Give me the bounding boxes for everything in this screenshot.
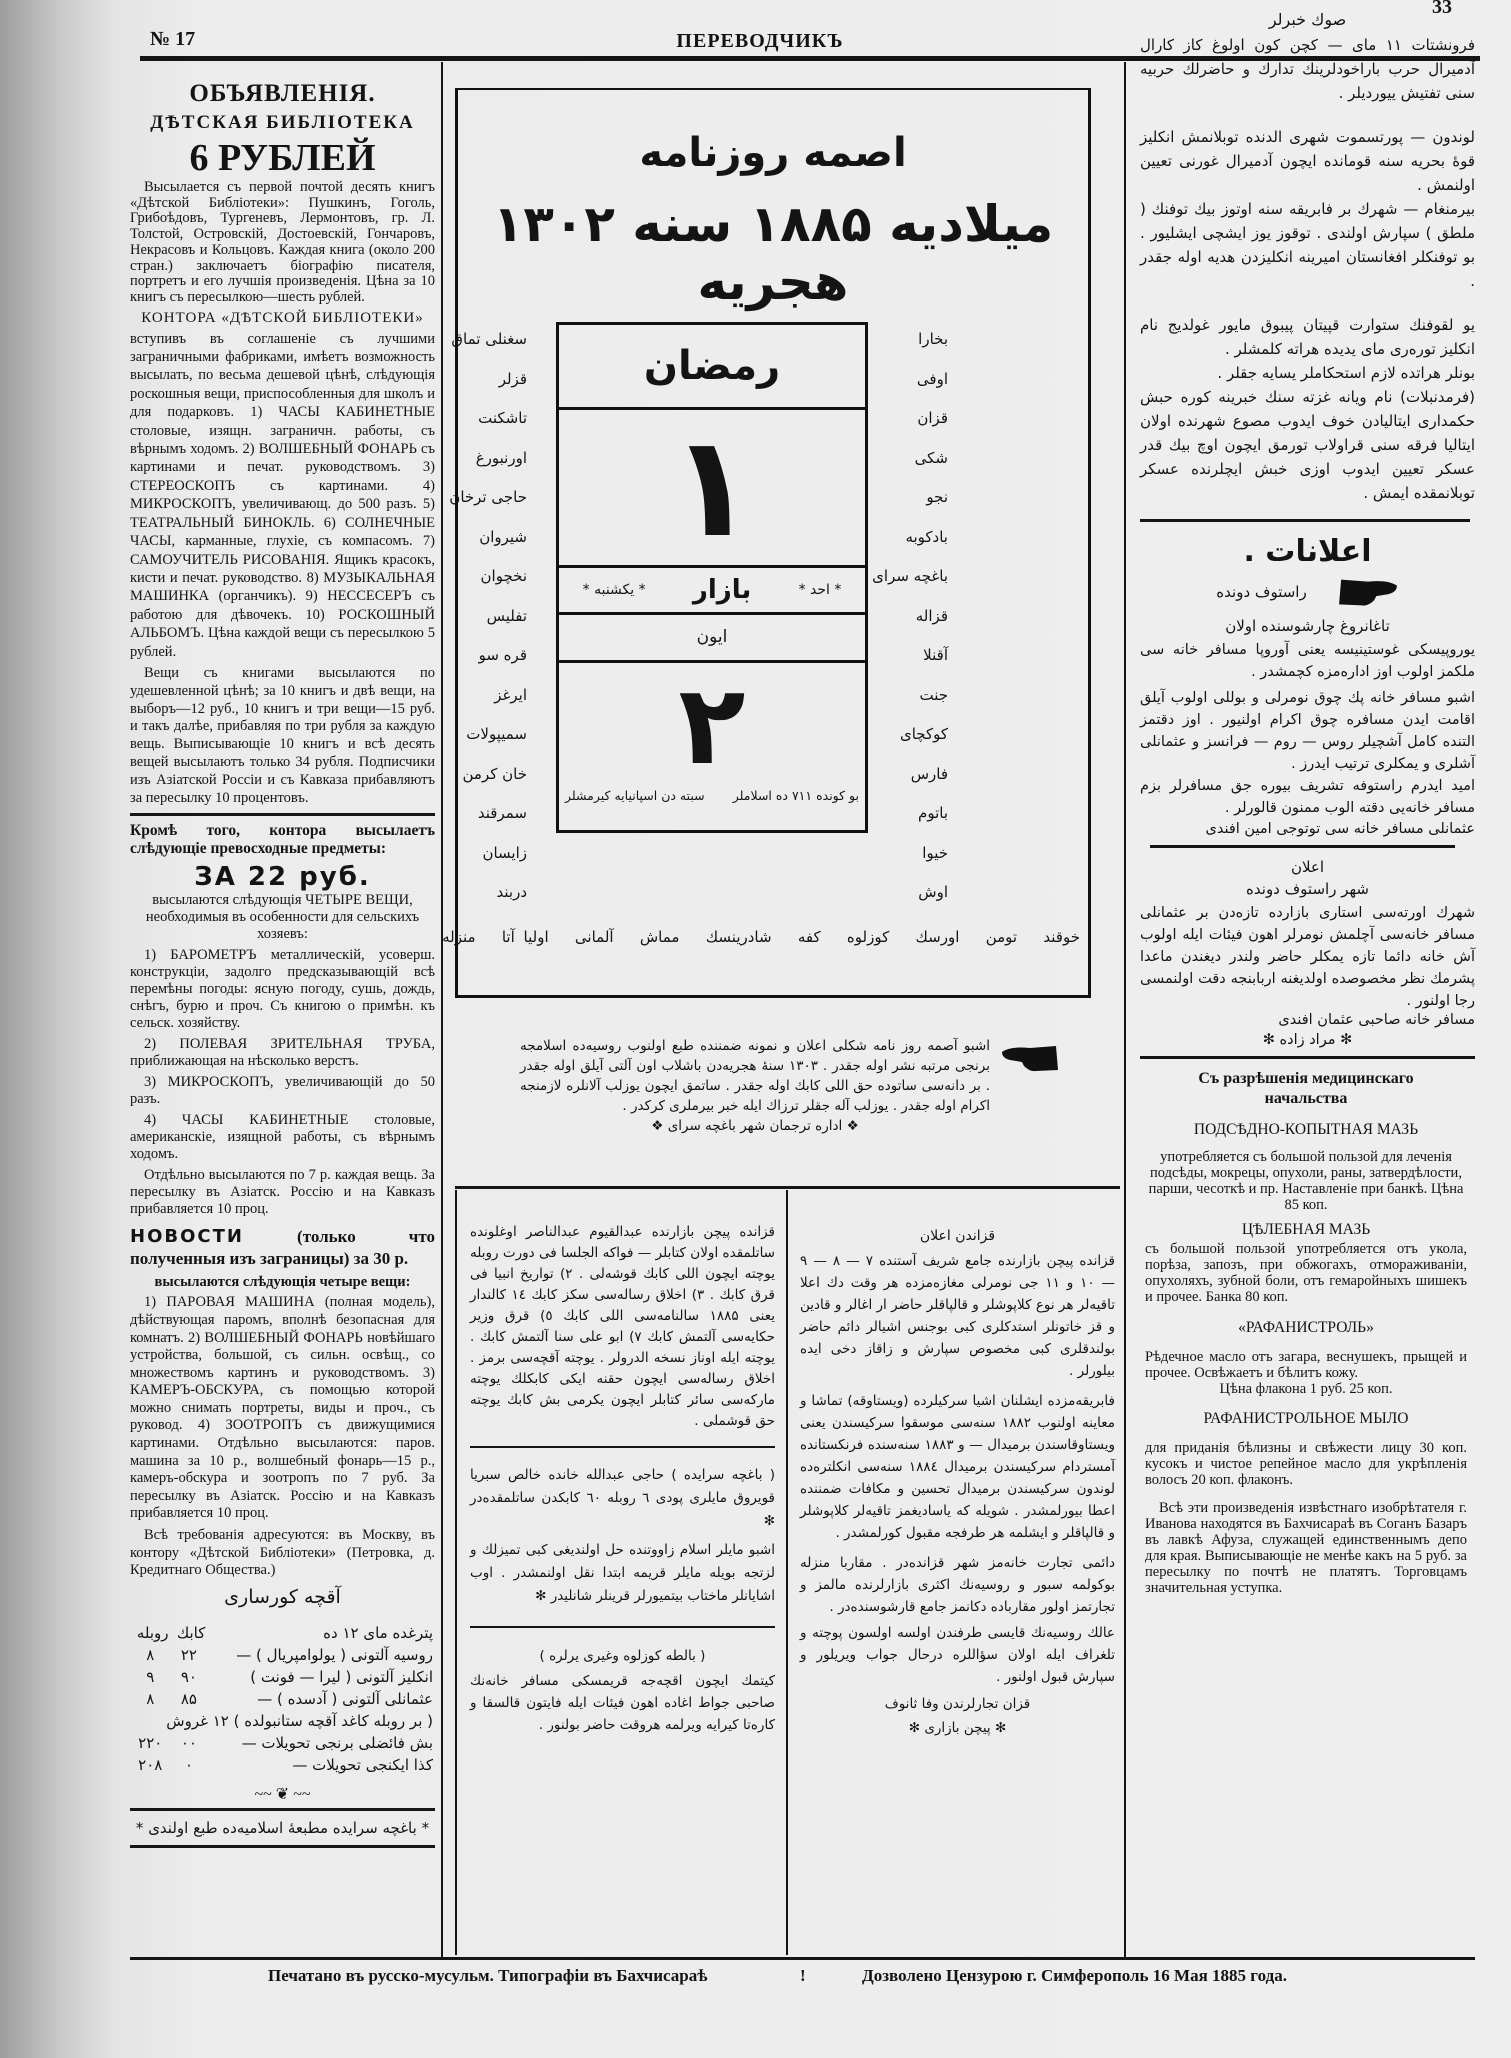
city-name: جنت — [919, 685, 948, 704]
city-name: اوفی — [916, 369, 948, 388]
item-2: 2) ПОЛЕВАЯ ЗРИТЕЛЬНАЯ ТРУБА, приближающая на нѣсколько верстъ. — [130, 1036, 435, 1070]
news-offer-rest: (только что полученныя изъ заграницы) за 30 р. — [130, 1227, 435, 1269]
city-name: شیروان — [479, 527, 527, 546]
city-name: باتوم — [918, 804, 948, 822]
ad1-city-row — [1140, 575, 1475, 609]
issue-number: № 17 — [150, 28, 196, 50]
rafanistrol-title: «РАФАНИСТРОЛЬ» — [1238, 1319, 1374, 1336]
imprint-rule — [130, 1808, 435, 1811]
city-bottom-row: خوقند تومن اورسك کوزلوه کفه شادرینسك مماش آلمانی اولیا آتا منزله — [442, 928, 1080, 946]
left-column — [130, 80, 435, 1848]
carriage-ad: کیتمك ایچون اقچه‌جه قریمسکی مسافر خانه‌نك صاحبی جواط اغاده اهون فیئات ایله فایتون قالسقا و کاره‌تا کیرایه ویرلمه هروقت حاضر بولنور . — [470, 1673, 775, 1733]
city-name: نخچوان — [480, 567, 527, 585]
books-ad: قزانده پیچن بازارنده عبدالقیوم عبدالناصر اوغلونده ساتلمقده اولان کتابلر — فواکه الجلسا فی دورت روبله یوچته ایچون اللی کابك قوشه‌لی . ۲) تواریخ انبیا فی قرق کابك . ۳) اخلاق رساله‌سی سکز کابك ۱٤ کالندار یعنی ۱۸۸۵ سالنامه‌سی اللی کابك ٥) قرق وزیر حکایه‌سی آلتمش کابك ۷) ابو علی سنا آلتمش کابك . یوچته ایله اوناز نسخه الدرولر . یوچته آقچه‌سی برمز . اخلاق رساله‌سی ایچون حقنه ایکی کابکلك یوچته مارکه‌سی سائر کتابلر ایچون یکرمی بش کابك یوچته حق قوشملی . — [470, 1224, 776, 1429]
city-name: قزان — [917, 409, 948, 427]
currency-row — [130, 1688, 435, 1710]
shipping-text: Отдѣльно высылаются по 7 р. каждая вещь. За пересылку въ Азіатск. Россію и на Кавказъ прибавляется 10 проц. — [130, 1167, 435, 1218]
rule — [470, 1626, 775, 1628]
kazan-ad-p1: قزانده پیچن بازارنده جامع شریف آستنده ۷ — ۸ — ۹ — ۱۰ و ۱۱ جی نومرلی مغازه‌مزده هر وقت دك اعلا تاقیه‌لر هر نوع کلاپوشلر و قالپاقلر حاضر ار اغالر و قادین و قز خاتونلر استدکلری کبی بوجنس اشیالر دائم حاضر بولندقلری کبی مخصوص سپارش و زاقاز دخی ایده بیلورلر . — [800, 1253, 1116, 1379]
kazan-ad-p4: عالك روسیه‌نك قایسی طرفندن اولسه اولسون پوچته و تلغراف ایله اولان سؤاللره درحال جواب ویریلور و سپارش قبول اولنور . — [800, 1625, 1115, 1685]
pointing-hand-icon — [1000, 1042, 1060, 1074]
imprint: * باغچه سرایده مطبعهٔ اسلامیه‌ده طبع اولندی * — [135, 1818, 430, 1837]
currency-label: انکلیز آلتونی ( لیرا — فونت ) — [250, 1667, 433, 1686]
right-column — [1140, 10, 1475, 1600]
currency-row — [130, 1644, 435, 1666]
right-column-divider — [1124, 62, 1126, 1957]
footer-censorship: Дозволено Цензурою г. Симферополь 16 Мая 1885 года. — [862, 1966, 1287, 1985]
kazan-ad-signature: قزان تجارلرندن وفا ثانوف — [884, 1696, 1031, 1712]
event-note-right: بو کونده ۷۱۱ ده اسلاملر — [732, 788, 859, 803]
medical-rule — [1140, 1056, 1475, 1059]
news-offer-heading — [130, 1226, 435, 1270]
ad2-text: شهرك اورته‌سی استاری بازارده تازه‌دن بر عثمانلی مسافر خانه‌سی آچلمش نومرلر اهون فیئات ایله اولوب آش خانه دائما تازه یمکلر حاضر ولندر دیغندن ماعدا پشرمك نظر مخصوصده اولدیغنه اربابنجه دقت اولنمسی رجا اولنور . — [1140, 905, 1475, 1009]
city-name: سمرقند — [477, 804, 527, 822]
lower-left-edge — [455, 1190, 457, 1955]
news-item: بونلر هراتده لازم استحکاملر یسایه جقلر . — [1217, 364, 1475, 382]
extra-heading: Кромѣ того, контора высылаетъ слѣдующіе превосходные предметы: — [130, 822, 435, 858]
ornament: ~~ ❦ ~~ — [254, 1785, 311, 1803]
ad1-text: امید ایدرم راستوفه تشریف بیوره جق مسافرلر بزم مسافر خانه‌یی دقته الوب ممنون قالورلر . — [1140, 778, 1475, 816]
pointing-hand-icon — [1337, 575, 1399, 609]
item-1: 1) БАРОМЕТРЪ металлическій, усоверш. конструкціи, задолго предсказывающій всѣ перемѣны погоды: ясную погоду, сушь, дождь, снѣгъ, бурю и проч. Съ книгою о примѣн. къ сельск. хозяйству. — [130, 947, 435, 1032]
ads-title: اعلانات . — [1243, 534, 1372, 569]
library-text: Высылается съ первой почтой десять книгъ «Дѣтской Библіотеки»: Пушкинъ, Гоголь, Грибоѣдовъ, Тургеневъ, Лермонтовъ, гр. Л. Толстой, Островскій, Достоевскій, Гончаровъ, Некрасовъ и Кольцовъ. Каждая книга (около 200 стран.) заключаетъ біографію писателя, портретъ и его лучшія произведенія. Цѣна за 10 книгъ съ пересылкою—шесть рублей. — [130, 179, 435, 305]
pricing-text: Вещи съ книгами высылаются по удешевленной цѣнѣ; за 10 книгъ и двѣ вещи, на выборъ—12 руб., 10 книгъ и три вещи—15 руб. и такъ далѣе, прибавляя по три рубля за каждую вещь. Выписывающіе 10 книгъ и всѣ десять вещей высылаютъ только 34 рубля. Подписчики изъ Азіатской Россіи и съ Кавказа прибавляютъ за пересылку 10 процентовъ. — [130, 664, 435, 806]
ad1-subtitle: تاغانروغ چارشوسنده اولان — [1225, 617, 1390, 635]
currency-label: روسیه آلتونی ( یولوامپریال ) — — [236, 1645, 433, 1664]
calendar-year-line: میلادیه ۱۸۸۵ سنه ۱۳۰۲ هجریه — [492, 195, 1054, 311]
lower-left-column — [470, 1222, 775, 1736]
currency-kopek: ۰ — [184, 1755, 193, 1774]
currency-row — [130, 1666, 435, 1688]
currency-ruble: ۸ — [146, 1645, 155, 1664]
price-22-heading: ЗА 22 руб. — [194, 862, 371, 893]
currency-kopek: ۲۲ — [180, 1645, 197, 1664]
currency-label: بش فائضلی برنجی تحویلات — — [241, 1733, 433, 1752]
city-name: باغچه سرای — [872, 567, 948, 585]
calendar-notice-block — [520, 1036, 990, 1136]
soap-title: РАФАНИСТРОЛЬНОЕ МЫЛО — [1203, 1410, 1409, 1427]
currency-row — [130, 1754, 435, 1776]
medical-ads — [1140, 1069, 1475, 1596]
city-name: اوش — [918, 883, 948, 901]
ointment-text: употребляется съ большой пользой для леченія подсѣды, мокрецы, опухоли, раны, затвердѣлости, парши, чесоткѣ и пр. Наставленіе при банкѣ. Цѣна 85 коп. — [1148, 1149, 1464, 1213]
currency-label: کذا ایکنجی تحویلات — — [292, 1755, 433, 1774]
city-name: حاجی ترخان — [449, 488, 527, 506]
city-name: تاشکنت — [478, 409, 527, 427]
city-name: آقنلا — [923, 646, 948, 664]
currency-date: پترغده مای ۱۲ ده — [323, 1623, 433, 1642]
ointment-title: ПОДСѢДНО-КОПЫТНАЯ МАЗЬ — [1193, 1121, 1419, 1138]
footer-rule — [130, 1957, 1475, 1960]
hijri-month-row — [559, 325, 865, 410]
ad2-signature: مسافر خانه صاحبی عثمان افندی — [1278, 1012, 1475, 1028]
currency-row — [130, 1710, 435, 1732]
announcements-heading: ОБЪЯВЛЕНІЯ. — [189, 80, 376, 107]
ad2-signature-2: ✻ مراد زاده ✻ — [1262, 1032, 1353, 1048]
currency-ruble: ۹ — [146, 1667, 155, 1686]
rule — [1150, 845, 1455, 848]
ad1-text: اشبو مسافر خانه پك چوق نومرلی و بوللی اولوب آیلق اقامت ایدن مسافره چوق اکرام اولنیور . اوز دقتمز التنده کامل آشچیلر روس — روم — فرانسز و عثمانلی آشلری و یمکلری ترتیب ایدرز . — [1140, 690, 1475, 772]
lower-column-divider — [786, 1190, 788, 1955]
kazan-ad-p3: دائمی تجارت خانه‌مز شهر قزانده‌در . مقاربا منزله بوکولمه سبور و روسیه‌نك اکثری بازارلرنده مالمز و تجارتمز اولور مقارباده دکانمز جامع قارشوسنده‌در . — [800, 1555, 1115, 1615]
news-items-text: 1) ПАРОВАЯ МАШИНА (полная модель), дѣйствующая паромъ, вполнѣ безопасная для комнатъ. 2) ВОЛШЕБНЫЙ ФОНАРЬ новѣйшаго устройства, большой, съ сильн. освѣщ., со множествомъ картинъ и руководствомъ. 3) КАМЕРЪ-ОБСКУРА, съ помощью которой можно снимать портреты, виды и проч., съ руковод. 4) ЗООТРОПЪ съ движущимися картинами. Отдѣльно высылаются: паров. машина за 10 р., волшебный фонарь—15 р., камеръ-обскура и зоотропъ по 7 руб. За пересылку въ Азіатск. Россію и на Кавказъ прибавляется 10 проц. — [130, 1294, 435, 1522]
greg-month: ایون — [696, 627, 728, 647]
news-item: بیرمنغام — شهرك بر فابریقه سنه اوتوز بیك توفنك ( ملطق ) سپارش اولندی . توقوز یوز ایشچی ایشلیور . بو توفنکلر افغانستان امیرینه انکلیزدن هدیه اوله جقدر . — [1140, 200, 1475, 290]
price-heading: 6 РУБЛЕЙ — [189, 137, 376, 179]
city-name: شکی — [914, 448, 948, 467]
city-name: خیوا — [922, 843, 948, 862]
kazan-ad-title: قزاندن اعلان — [919, 1228, 996, 1244]
city-name: قزلر — [498, 369, 527, 388]
currency-title: آقچه کورساری — [224, 1585, 341, 1608]
event-notes — [559, 788, 865, 803]
weekday-arabic: * احد * — [798, 582, 842, 598]
currency-note: ( بر روبله کاغد آقچه ستانبولده ) ۱۲ غروش — [166, 1711, 433, 1730]
currency-ruble: ۲۰۸ — [138, 1755, 163, 1774]
city-name: فارس — [910, 764, 948, 783]
kazan-ad-p2: فابریقه‌مزده ایشلنان اشیا سرکیلرده (ویستاوقه) تماشا و معاینه اولنوب ۱۸۸۲ سنه‌سی موسقوا سرکیسندن یعنی ویستاوقاسندن برمیدال — و ۱۸۸۳ سنه‌سنده فرنکستانده آمستردام سرکیسندن برمیدال ۱۸۸٤ سنه‌سی انکلتره‌ده لوندون سرکیسندن برمیدال تحسین و مکافات ضمننده اعطا بیورلمشدر . شویله که یاسادیغمز تاقیه‌لر کلاپوشلر و قالپاقلر و ایشلمه هر طرفجه مقبول کورلمشدر . — [800, 1393, 1115, 1541]
city-name: سمیپولات — [466, 725, 527, 743]
rafanistrol-text: Рѣдечное масло отъ загара, веснушекъ, прыщей и прочее. Освѣжаетъ и бѣлитъ кожу. — [1145, 1349, 1467, 1381]
page-number: 33 — [1432, 0, 1452, 18]
kazan-ad-location: ✻ پیچن بازاری ✻ — [908, 1720, 1007, 1736]
footer-separator: ! — [800, 1966, 806, 1985]
city-name: قره سو — [478, 646, 527, 664]
ad1-text: یوروپیسکی غوستینیسه یعنی آوروپا مسافر خانه سی ملکمز اولوب اوز اداره‌مزه کچمشدر . — [1140, 642, 1475, 680]
city-name: دربند — [496, 883, 527, 901]
news-rule — [1140, 519, 1470, 522]
news-word: НОВОСТИ — [130, 1226, 244, 1248]
city-name: زایسان — [482, 843, 527, 862]
currency-table — [130, 1622, 435, 1776]
city-name: بخارا — [918, 330, 948, 348]
city-name: کوکچای — [899, 725, 948, 743]
city-name: بادکوبه — [905, 527, 948, 546]
notice-signature: ❖ اداره ترجمان شهر باغچه سرای ❖ — [651, 1118, 859, 1134]
footer-printed: Печатано въ русско-мусульм. Типографіи въ Бахчисараѣ — [268, 1966, 708, 1985]
city-name: قزاله — [915, 606, 948, 625]
hijri-day: ۱ — [669, 406, 755, 569]
currency-kopek-header: کابك — [176, 1623, 206, 1642]
address-text: Всѣ требованія адресуются: въ Москву, въ контору «Дѣтской Библіотеки» (Петровка, д. Кредитнаго Общества.) — [130, 1527, 435, 1579]
item-3: 3) МИКРОСКОПЪ, увеличивающій до 50 разъ. — [130, 1074, 435, 1108]
city-name: سغنلی تماق — [451, 330, 527, 348]
city-name: خان کرمن — [462, 764, 527, 783]
seller-info: Всѣ эти произведенія извѣстнаго изобрѣтателя г. Иванова находятся въ Бахчисараѣ въ Соганъ Базаръ въ лавкѣ Афуза, служащей единственнымъ депо для края. Выписывающіе не менѣе какъ на 5 руб. за пересылку по почтѣ не платятъ. Торговцамъ значительная уступка. — [1145, 1500, 1467, 1596]
calendar-notice: اشبو آصمه روز نامه شکلی اعلان و نمونه ضمننده طبع اولنوب روسیه‌ده اسلامجه برنجی مرتبه نشر اوله جقدر . ۱۳۰۳ سنهٔ هجریه‌دن باشلاب اون آلتی آیلق اوله جقدر . بر دانه‌سی ساتوده حق اللی کابك اوله جقدر . ساتمق ایچون یوزلب آلانلره لازمنجه اکرام اوله جقدر . یوزلب آله جقلر ترزاك ایله خبر بیرملری کرکدر . — [520, 1038, 990, 1114]
carriage-ad-title: ( بالطه کوزلوه وغیری یرلره ) — [539, 1648, 706, 1664]
news-item: لوندون — پورتسموت شهری الدنده توبلانمش انکلیز قوهٔ بحریه سنه قومانده ایچون آدمیرال غورنی تعیین اولنمش . — [1140, 128, 1475, 194]
item-4: 4) ЧАСЫ КАБИНЕТНЫЕ столовые, американскіе, изящной работы, съ вѣрнымъ ходомъ. — [130, 1112, 435, 1163]
city-name: ایرغز — [494, 685, 527, 704]
news-item: یو لقوفنك ستوارت قپیتان پیبوق مایور غولدیج نام انکلیز توره‌ری مای یدیده هراته کلمشلر . — [1140, 316, 1475, 358]
calendar-day-box — [556, 322, 868, 833]
news-four-items: высылаются слѣдующія четыре вещи: — [154, 1274, 411, 1291]
lower-right-column — [800, 1228, 1115, 1736]
currency-kopek: ۰۰ — [180, 1733, 197, 1752]
healing-ointment-title: ЦѢЛЕБНАЯ МАЗЬ — [1241, 1221, 1371, 1238]
weekday-row — [559, 568, 865, 615]
ad1-city: راستوف دونده — [1216, 583, 1307, 601]
currency-row — [130, 1732, 435, 1754]
greg-month-row — [559, 615, 865, 663]
medical-heading: Съ разрѣшенія медицинскаго начальства — [1198, 1070, 1414, 1107]
currency-ruble: ۸ — [146, 1689, 155, 1708]
weekday-persian: * یکشنبه * — [582, 582, 646, 598]
soap-text: для приданія бѣлизны и свѣжести лицу 30 коп. кусокъ и чистое репейное масло для укрѣпленія волосъ 20 коп. флаконъ. — [1145, 1440, 1467, 1488]
library-heading: ДѢТСКАЯ БИБЛІОТЕКА — [150, 112, 415, 133]
healing-ointment-text: съ большой пользой употребляется отъ укола, порѣза, запозъ, при обжогахъ, отмораживаніи, опухоляхъ, зубной боли, отъ гемаройныхъ шишекъ и прочее. Банка 80 коп. — [1145, 1241, 1467, 1305]
rule — [470, 1446, 775, 1448]
news-item: فرونشتات ۱۱ مای — کچن کون اولوغ کاز کارال آدمیرال حرب باراخودلرینك تدارك و حاضرلك حربیه سنی تفتیش ییوردیلر . — [1140, 36, 1475, 102]
middle-rule — [455, 1186, 1120, 1189]
greg-day: ۲ — [678, 661, 746, 789]
calendar-title: اصمه روزنامه — [639, 130, 907, 176]
four-items-text: высылаются слѣдующія ЧЕТЫРЕ ВЕЩИ, необходимыя въ особенности для сельскихъ хозяевъ: — [145, 892, 420, 943]
city-name: تفلیس — [486, 606, 527, 625]
event-note-left: سبته دن اسپانیایه کیرمشلر — [565, 788, 705, 803]
currency-header — [130, 1622, 435, 1644]
ad2-title: اعلان — [1290, 858, 1325, 876]
ad2-city: شهر راستوف دونده — [1246, 880, 1369, 898]
currency-kopek: ۹۰ — [180, 1667, 197, 1686]
oil-ad-2: اشبو مایلر اسلام زاووتنده حل اولندیغی کبی تمیزلك و لزتجه بویله مایلر قریمه ابتدا نقل اولنمشدر . اوب اشایانلر ماختاب بیتمیورلر قرینلر شانلیدر ✻ — [470, 1542, 775, 1604]
city-name: نجو — [926, 488, 948, 506]
office-text: вступивъ въ соглашеніе съ лучшими заграничными фабриками, имѣетъ возможность высылать, по весьма дешевой цѣнѣ, слѣдующія роскошныя вещи, приспособленныя для школъ и для подарковъ. 1) ЧАСЫ КАБИНЕТНЫЕ столовые, изящн. заграничн. работы, съ вѣрнымъ ходомъ. 2) ВОЛШЕБНЫЙ ФОНАРЬ съ картинами и печат. руководствомъ. 3) СТЕРЕОСКОПЪ съ картинами. 4) МИКРОСКОПЪ, увеличивающ. до 500 разъ. 5) ТЕАТРАЛЬНЫЙ БИНОКЛЬ. 6) СОЛНЕЧНЫЕ ЧАСЫ, карманные, глухіе, съ компасомъ. 7) САМОУЧИТЕЛЬ РИСОВАНІЯ. Ящикъ красокъ, кисти и печат. руководство. 8) МУЗЫКАЛЬНАЯ МАШИНКА (органчикъ). 9) НЕССЕСЕРЪ съ работою для дѣвочекъ. 10) РОСКОШНЫЙ АЛЬБОМЪ. Цѣна каждой вещи съ пересылкою 5 рублей. — [130, 330, 435, 660]
news-item: (فرمدنبلات) نام ویانه غزته سنك خبرینه کوره حبش حکمداری ایتالیادن خوف ایدوب مصوع شهرنده اولان ایتالیا فرقه سنی قراولاب تورمق ایچون اوچ بیك قدر عسکر تعیین ایدوب اوزی خبش ایچلرنده عسکر توبلانمقده ایمش . — [1140, 388, 1475, 502]
ad1-signature: عثمانلی مسافر خانه سی توتوجی امین افندی — [1205, 821, 1475, 837]
left-column-divider — [441, 62, 443, 1957]
section-rule — [130, 813, 435, 816]
oil-ad: ( باغچه سرایده ) حاجی عبدالله خانده خالص سبریا قویروق مایلری پودی ٦ روبله ٦۰ کابکدن ساتلمقده‌در ✻ — [470, 1467, 775, 1529]
weekday-bazar: بازار — [692, 575, 752, 605]
office-heading: КОНТОРА «ДѢТСКОЙ БИБЛІОТЕКИ» — [141, 309, 424, 326]
latest-news-title: صوك خبرلر — [1268, 10, 1347, 29]
imprint-rule-bottom — [130, 1845, 435, 1848]
currency-kopek: ۸۵ — [180, 1689, 197, 1708]
city-name: اورنبورغ — [475, 448, 527, 467]
greg-day-row — [559, 663, 865, 828]
hijri-day-row — [559, 406, 865, 569]
currency-label: عثمانلی آلتونی ( آدسده ) — — [257, 1689, 433, 1708]
currency-ruble: ۲۲۰ — [138, 1733, 163, 1752]
newspaper-title: ПЕРЕВОДЧИКЪ — [676, 30, 844, 52]
currency-ruble-header: روبله — [136, 1623, 169, 1642]
rafanistrol-price: Цѣна флакона 1 руб. 25 коп. — [1219, 1381, 1393, 1397]
hijri-month: رمضان — [643, 343, 781, 389]
